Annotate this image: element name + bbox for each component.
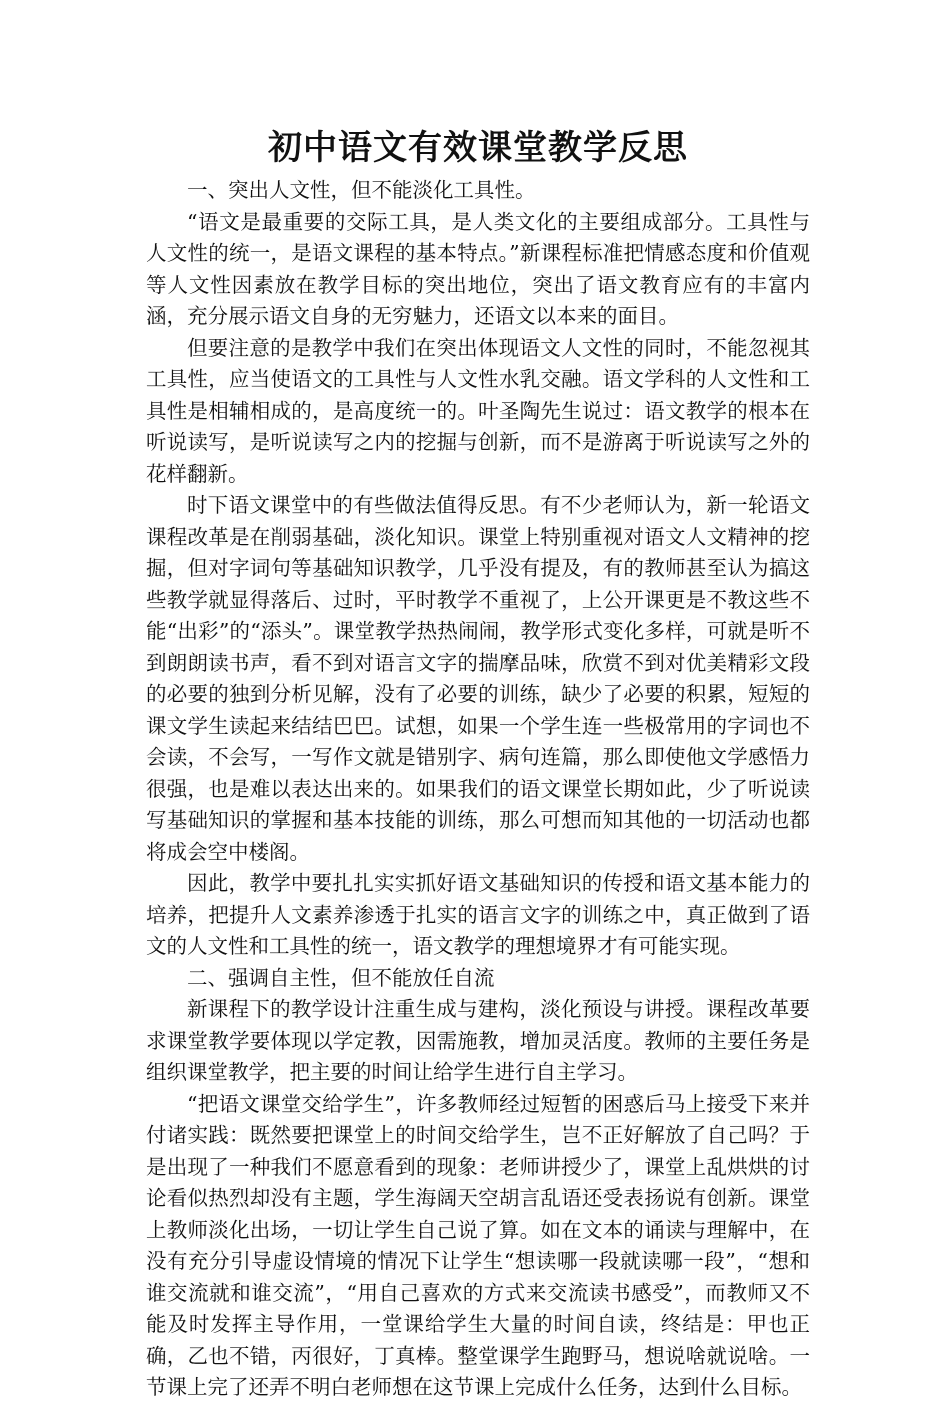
paragraph: 时下语文课堂中的有些做法值得反思。有不少老师认为，新一轮语文课程改革是在削弱基础，淡化知识。课堂上特别重视对语文人文精神的挖掘，但对字词句等基础知识教学，几乎没有提及，有的教师甚至认为搞这些教学就显得落后、过时，平时教学不重视了，上公开课更是不教这些不能“出彩”的“添头”。课堂教学热热闹闹，教学形式变化多样，可就是听不到朗朗读书声，看不到对语言文字的揣摩品味，欣赏不到对优美精彩文段的必要的独到分析见解，没有了必要的训练，缺少了必要的积累，短短的课文学生读起来结结巴巴。试想，如果一个学生连一些极常用的字词也不会读，不会写，一写作文就是错别字、病句连篇，那么即使他文学感悟力很强，也是难以表达出来的。如果我们的语文课堂长期如此，少了听说读写基础知识的掌握和基本技能的训练，那么可想而知其他的一切活动也都将成会空中楼阁。 xyxy=(146,493,810,864)
section-heading-1: 一、突出人文性，但不能淡化工具性。 xyxy=(187,178,536,202)
paragraph: “语文是最重要的交际工具，是人类文化的主要组成部分。工具性与人文性的统一，是语文课程的基本特点。”新课程标准把情感态度和价值观等人文性因素放在教学目标的突出地位，突出了语文教育应有的丰富内涵，充分展示语文自身的无穷魅力，还语文以本来的面目。 xyxy=(146,209,810,328)
paragraph: 但要注意的是教学中我们在突出体现语文人文性的同时，不能忽视其工具性，应当使语文的工具性与人文性水乳交融。语文学科的人文性和工具性是相辅相成的，是高度统一的。叶圣陶先生说过：语文教学的根本在听说读写，是听说读写之内的挖掘与创新，而不是游离于听说读写之外的花样翻新。 xyxy=(146,335,810,486)
section-heading-2: 二、强调自主性，但不能放任自流 xyxy=(187,965,495,990)
paragraph: “把语文课堂交给学生”，许多教师经过短暂的困惑后马上接受下来并付诸实践：既然要把课堂上的时间交给学生，岂不正好解放了自己吗？于是出现了一种我们不愿意看到的现象：老师讲授少了，课堂上乱烘烘的讨论看似热烈却没有主题，学生海阔天空胡言乱语还受表扬说有创新。课堂上教师淡化出场，一切让学生自己说了算。如在文本的诵读与理解中，在没有充分引导虚设情境的情况下让学生“想读哪一段就读哪一段”，“想和谁交流就和谁交流”，“用自己喜欢的方式来交流读书感受”，而教师又不能及时发挥主导作用，一堂课给学生大量的时间自读，终结是：甲也正确，乙也不错，丙很好，丁真棒。整堂课学生跑野马，想说啥就说啥。一节课上完了还弄不明白老师想在这节课上完成什么任务，达到什么目标。 xyxy=(146,1091,810,1399)
paragraph: 新课程下的教学设计注重生成与建构，淡化预设与讲授。课程改革要求课堂教学要体现以学定教，因需施教，增加灵活度。教师的主要任务是组织课堂教学，把主要的时间让给学生进行自主学习。 xyxy=(146,997,810,1084)
document-body xyxy=(146,124,810,1404)
paragraph: 因此，教学中要扎扎实实抓好语文基础知识的传授和语文基本能力的培养，把提升人文素养渗透于扎实的语言文字的训练之中，真正做到了语文的人文性和工具性的统一，语文教学的理想境界才有可能实现。 xyxy=(146,871,810,958)
document-title: 初中语文有效课堂教学反思 xyxy=(268,128,688,168)
